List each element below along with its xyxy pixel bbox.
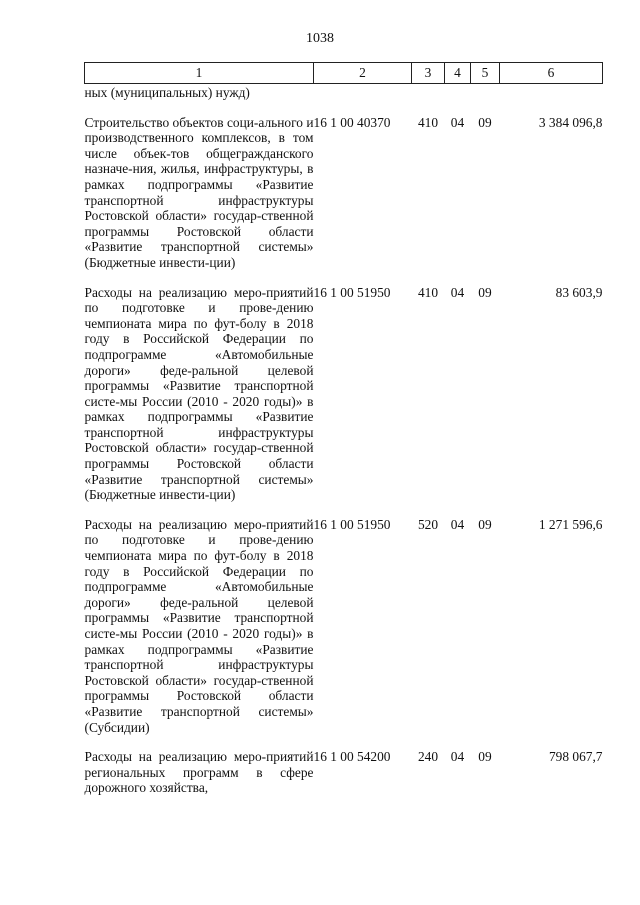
header-col-3: 3 <box>412 63 445 84</box>
row-amount: 1 271 596,6 <box>538 516 603 532</box>
row-expense-type: 520 <box>417 516 439 532</box>
header-col-6: 6 <box>500 63 603 84</box>
budget-table <box>84 62 603 796</box>
row-subsection: 09 <box>478 284 492 300</box>
row-description: Расходы на реализацию меро-приятий региональных программ в сфере дорожного хозяйства, <box>84 749 314 796</box>
row-description: Расходы на реализацию меро-приятий по подготовке и прове-дению чемпионата мира по фут-болу в 2018 году в Российской Федерации по подпрограмме «Автомобильные дороги» феде-ральной целевой программы «Развитие транспортной систе-мы России (2010 - 2020 годы)» в рамках подпрограммы «Развитие транспортной инфраструктуры Ростовской области» государ-ственной программы Ростовской области «Развитие транспортной системы» (Субсидии) <box>84 516 314 735</box>
row-section: 04 <box>450 284 465 300</box>
header-col-2: 2 <box>314 63 412 84</box>
row-target-code: 16 1 00 54200 <box>313 749 391 765</box>
row-description: Расходы на реализацию меро-приятий по подготовке и прове-дению чемпионата мира по фут-болу в 2018 году в Российской Федерации по подпрограмме «Автомобильные дороги» феде-ральной целевой программы «Развитие транспортной систе-мы России (2010 - 2020 годы)» в рамках подпрограммы «Развитие транспортной инфраструктуры Ростовской области» государ-ственной программы Ростовской области «Развитие транспортной системы» (Бюджетные инвести-ции) <box>84 284 314 503</box>
row-description: Строительство объектов соци-ального и производственного комплексов, в том числе объек-тов общегражданского назначе-ния, жилья, инфраструктуры, в рамках подпрограммы «Развитие транспортной инфраструктуры Ростовской области» государ-ственной программы Ростовской области «Развитие транспортной системы» (Бюджетные инвести-ции) <box>84 114 314 270</box>
table-row <box>85 517 603 735</box>
row-section: 04 <box>450 749 465 765</box>
row-amount: 798 067,7 <box>548 749 603 765</box>
row-section: 04 <box>450 516 465 532</box>
row-section: 04 <box>450 114 465 130</box>
table-row <box>85 285 603 503</box>
row-subsection: 09 <box>478 749 492 765</box>
header-col-5: 5 <box>471 63 500 84</box>
row-target-code: 16 1 00 51950 <box>313 516 391 532</box>
header-col-4: 4 <box>445 63 471 84</box>
row-subsection: 09 <box>478 516 492 532</box>
table-row <box>85 749 603 796</box>
row-expense-type: 410 <box>417 114 439 130</box>
header-col-1: 1 <box>85 63 314 84</box>
row-target-code: 16 1 00 40370 <box>313 114 391 130</box>
row-subsection: 09 <box>478 114 492 130</box>
page-number: 1038 <box>306 31 334 46</box>
row-amount: 3 384 096,8 <box>538 114 603 130</box>
row-expense-type: 410 <box>417 284 439 300</box>
table-header <box>85 63 603 84</box>
row-expense-type: 240 <box>417 749 439 765</box>
continuation-row <box>85 84 603 101</box>
continuation-text: ных (муниципальных) нужд) <box>84 85 250 100</box>
row-target-code: 16 1 00 51950 <box>313 284 391 300</box>
row-amount: 83 603,9 <box>555 284 603 300</box>
table-row <box>85 115 603 271</box>
